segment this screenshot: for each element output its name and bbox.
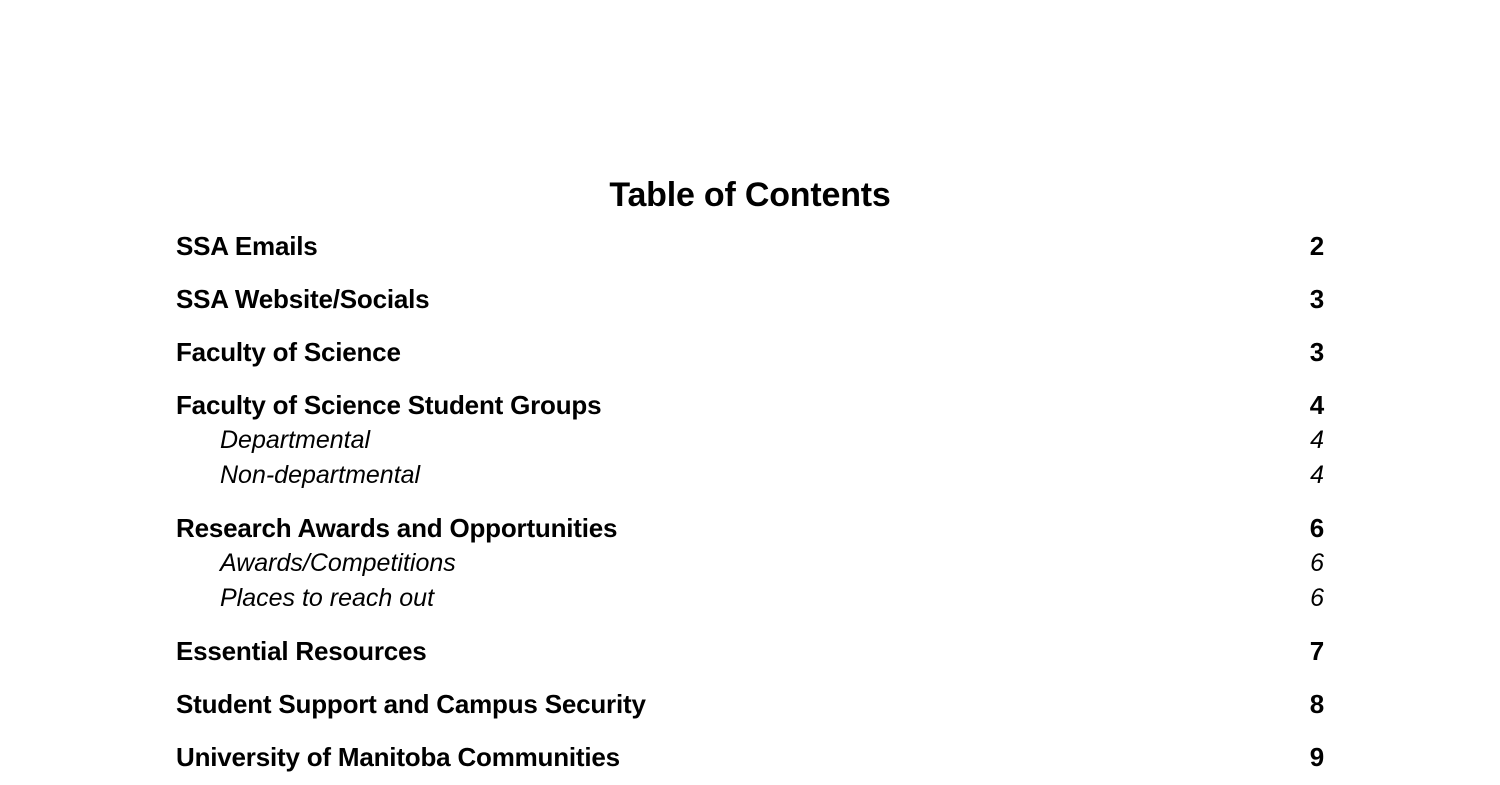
toc-entry[interactable] [176, 425, 1324, 455]
toc-entry[interactable] [176, 337, 1324, 367]
toc-entry[interactable] [176, 742, 1324, 772]
toc-entry-page: 9 [1309, 742, 1324, 772]
toc-entry-label[interactable]: Departmental [220, 426, 371, 454]
toc-entry[interactable] [176, 689, 1324, 719]
toc-entry-label[interactable]: Awards/Competitions [220, 549, 456, 577]
page-title: Table of Contents [609, 176, 891, 214]
toc-entry-label[interactable]: Student Support and Campus Security [176, 689, 646, 719]
toc-entry[interactable] [176, 583, 1324, 613]
toc-entry-label[interactable]: University of Manitoba Communities [176, 742, 620, 772]
toc-entry-page: 4 [1310, 426, 1324, 454]
toc-entry-page: 3 [1309, 337, 1324, 367]
toc-entry-page: 6 [1310, 549, 1324, 577]
toc-entry-page: 4 [1310, 461, 1324, 489]
toc-entry-label[interactable]: Places to reach out [220, 584, 435, 612]
toc-entry-label[interactable]: SSA Emails [176, 231, 318, 261]
toc-entry-label[interactable]: Research Awards and Opportunities [176, 513, 618, 543]
toc-entry-label[interactable]: Non-departmental [220, 461, 421, 489]
toc-entry-page: 4 [1309, 390, 1324, 420]
toc-entry[interactable] [176, 636, 1324, 666]
toc-entry-label[interactable]: Essential Resources [176, 636, 427, 666]
toc-entry[interactable] [176, 390, 1324, 420]
toc-entry[interactable] [176, 284, 1324, 314]
toc-entry-label[interactable]: Faculty of Science Student Groups [176, 390, 602, 420]
toc-entry[interactable] [176, 231, 1324, 261]
document-page [176, 175, 1324, 772]
toc-entry-page: 8 [1309, 689, 1324, 719]
toc-entry[interactable] [176, 548, 1324, 578]
toc-entry-label[interactable]: SSA Website/Socials [176, 284, 430, 314]
toc-entry-label[interactable]: Faculty of Science [176, 337, 401, 367]
toc-entry-page: 6 [1309, 513, 1324, 543]
toc-list [176, 231, 1324, 772]
toc-entry-page: 3 [1309, 284, 1324, 314]
toc-entry[interactable] [176, 460, 1324, 490]
toc-entry[interactable] [176, 513, 1324, 543]
toc-entry-page: 6 [1310, 584, 1324, 612]
toc-entry-page: 2 [1309, 231, 1324, 261]
toc-entry-page: 7 [1309, 636, 1324, 666]
